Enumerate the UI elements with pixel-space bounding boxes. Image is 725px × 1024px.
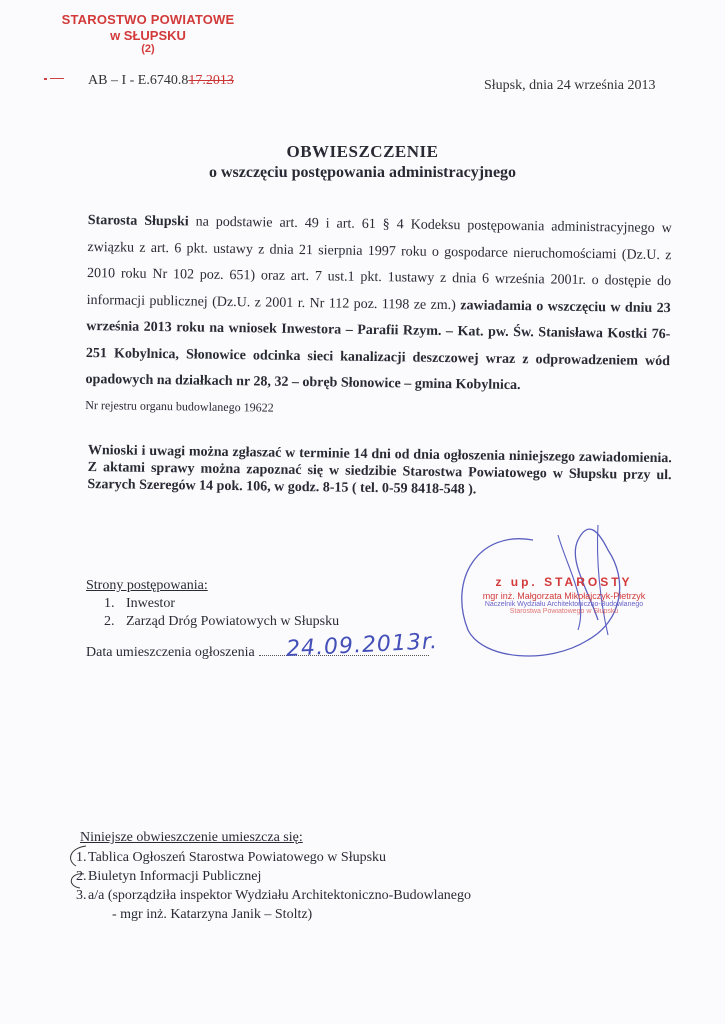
document-title: OBWIESZCZENIE (286, 142, 439, 161)
handwritten-date: 24.09.2013r. (285, 629, 439, 662)
party-text: Inwestor (126, 596, 175, 611)
notice-text: Tablica Ogłoszeń Starostwa Powiatowego w Słupsku (88, 850, 387, 865)
office-stamp-line3: (2) (141, 43, 155, 55)
reference-number (88, 73, 234, 89)
office-stamp (48, 12, 248, 55)
signature-stamp-line3: Naczelnik Wydziału Architektoniczno-Budowlanego (484, 601, 644, 608)
notice-continuation: - mgr inż. Katarzyna Janik – Stoltz) (112, 907, 313, 922)
party-item (104, 613, 339, 631)
notice-num: 3. (76, 888, 87, 903)
parties-list (104, 595, 339, 631)
document-subtitle: o wszczęciu postępowania administracyjnego (208, 164, 517, 181)
signature-stamp-line4: Starostwa Powiatowego w Słupsku (509, 608, 619, 615)
signature-stamp (476, 575, 652, 615)
office-stamp-line1: STAROSTWO POWIATOWE (61, 12, 235, 27)
party-item (104, 595, 339, 613)
place-date: Słupsk, dnia 24 września 2013 (484, 78, 656, 93)
legal-basis: na podstawie art. 49 i art. 61 § 4 Kodeksu postępowania administracyjnego w związku z art. 6 pkt. ustawy z dnia 21 sierpnia 1997 roku o gospodarce nieruchomościami (Dz.U. z 2010 roku Nr 102 poz. 651) oraz art. 7 ust.1 pkt. 1ustawy z dnia 6 września 2001r. o dostępie do informacji publicznej (Dz.U. z 2001 r. Nr 112 poz. 1198 ze zm.) (86, 214, 672, 313)
posting-label: Data umieszczenia ogłoszenia (86, 645, 255, 660)
party-text: Zarząd Dróg Powiatowych w Słupsku (126, 614, 340, 629)
signature-stamp-line1: z up. STAROSTY (495, 575, 633, 589)
parties-heading: Strony postępowania: (86, 578, 208, 593)
notice-num: 1. (76, 850, 87, 865)
registry-number: Nr rejestru organu budowlanego 19622 (85, 397, 274, 415)
party-num: 1. (104, 596, 115, 611)
notice-item (76, 848, 471, 867)
authority-name: Starosta Słupski (87, 212, 189, 230)
notice-text: Biuletyn Informacji Publicznej (88, 869, 262, 884)
body-text (85, 208, 672, 424)
notice-text: a/a (sporządziła inspektor Wydziału Architektoniczno-Budowlanego (88, 888, 471, 903)
reference-mark (44, 78, 47, 80)
notice-num: 2. (76, 869, 87, 884)
notification-text: zawiadamia o wszczęciu w dniu 23 września 2013 roku na wniosek Inwestora – Parafii Rzym. – Kat. pw. Św. Stanisława Kostki 76-251 Kobylnica, Słonowice odcinka sieci kanalizacji deszczowej wraz z odprowadzeniem wód opadowych na działkach nr 28, 32 – obręb Słonowice – gmina Kobylnica. (85, 297, 671, 394)
reference-dash (50, 78, 64, 79)
party-num: 2. (104, 614, 115, 629)
signature-stamp-line2: mgr inż. Małgorzata Mikołajczyk-Pietrzyk (482, 591, 646, 601)
reference-struck: 17.2013 (188, 73, 234, 88)
reference-prefix: AB – I - E.6740.8 (88, 73, 189, 88)
notice-item (76, 867, 471, 886)
notice-list (76, 848, 471, 924)
requests-paragraph: Wnioski i uwagi można zgłaszać w terminie 14 dni od dnia ogłoszenia niniejszego zawiadomienia. Z aktami sprawy można zapoznać się w siedzibie Starostwa Powiatowego w Słupsku przy ul. Szarych Szeregów 14 pok. 106, w godz. 8-15 ( tel. 0-59 8418-548 ). (87, 442, 672, 498)
notice-item (76, 886, 471, 905)
office-stamp-line2: w SŁUPSKU (110, 28, 186, 43)
notice-heading: Niniejsze obwieszczenie umieszcza się: (80, 830, 303, 845)
